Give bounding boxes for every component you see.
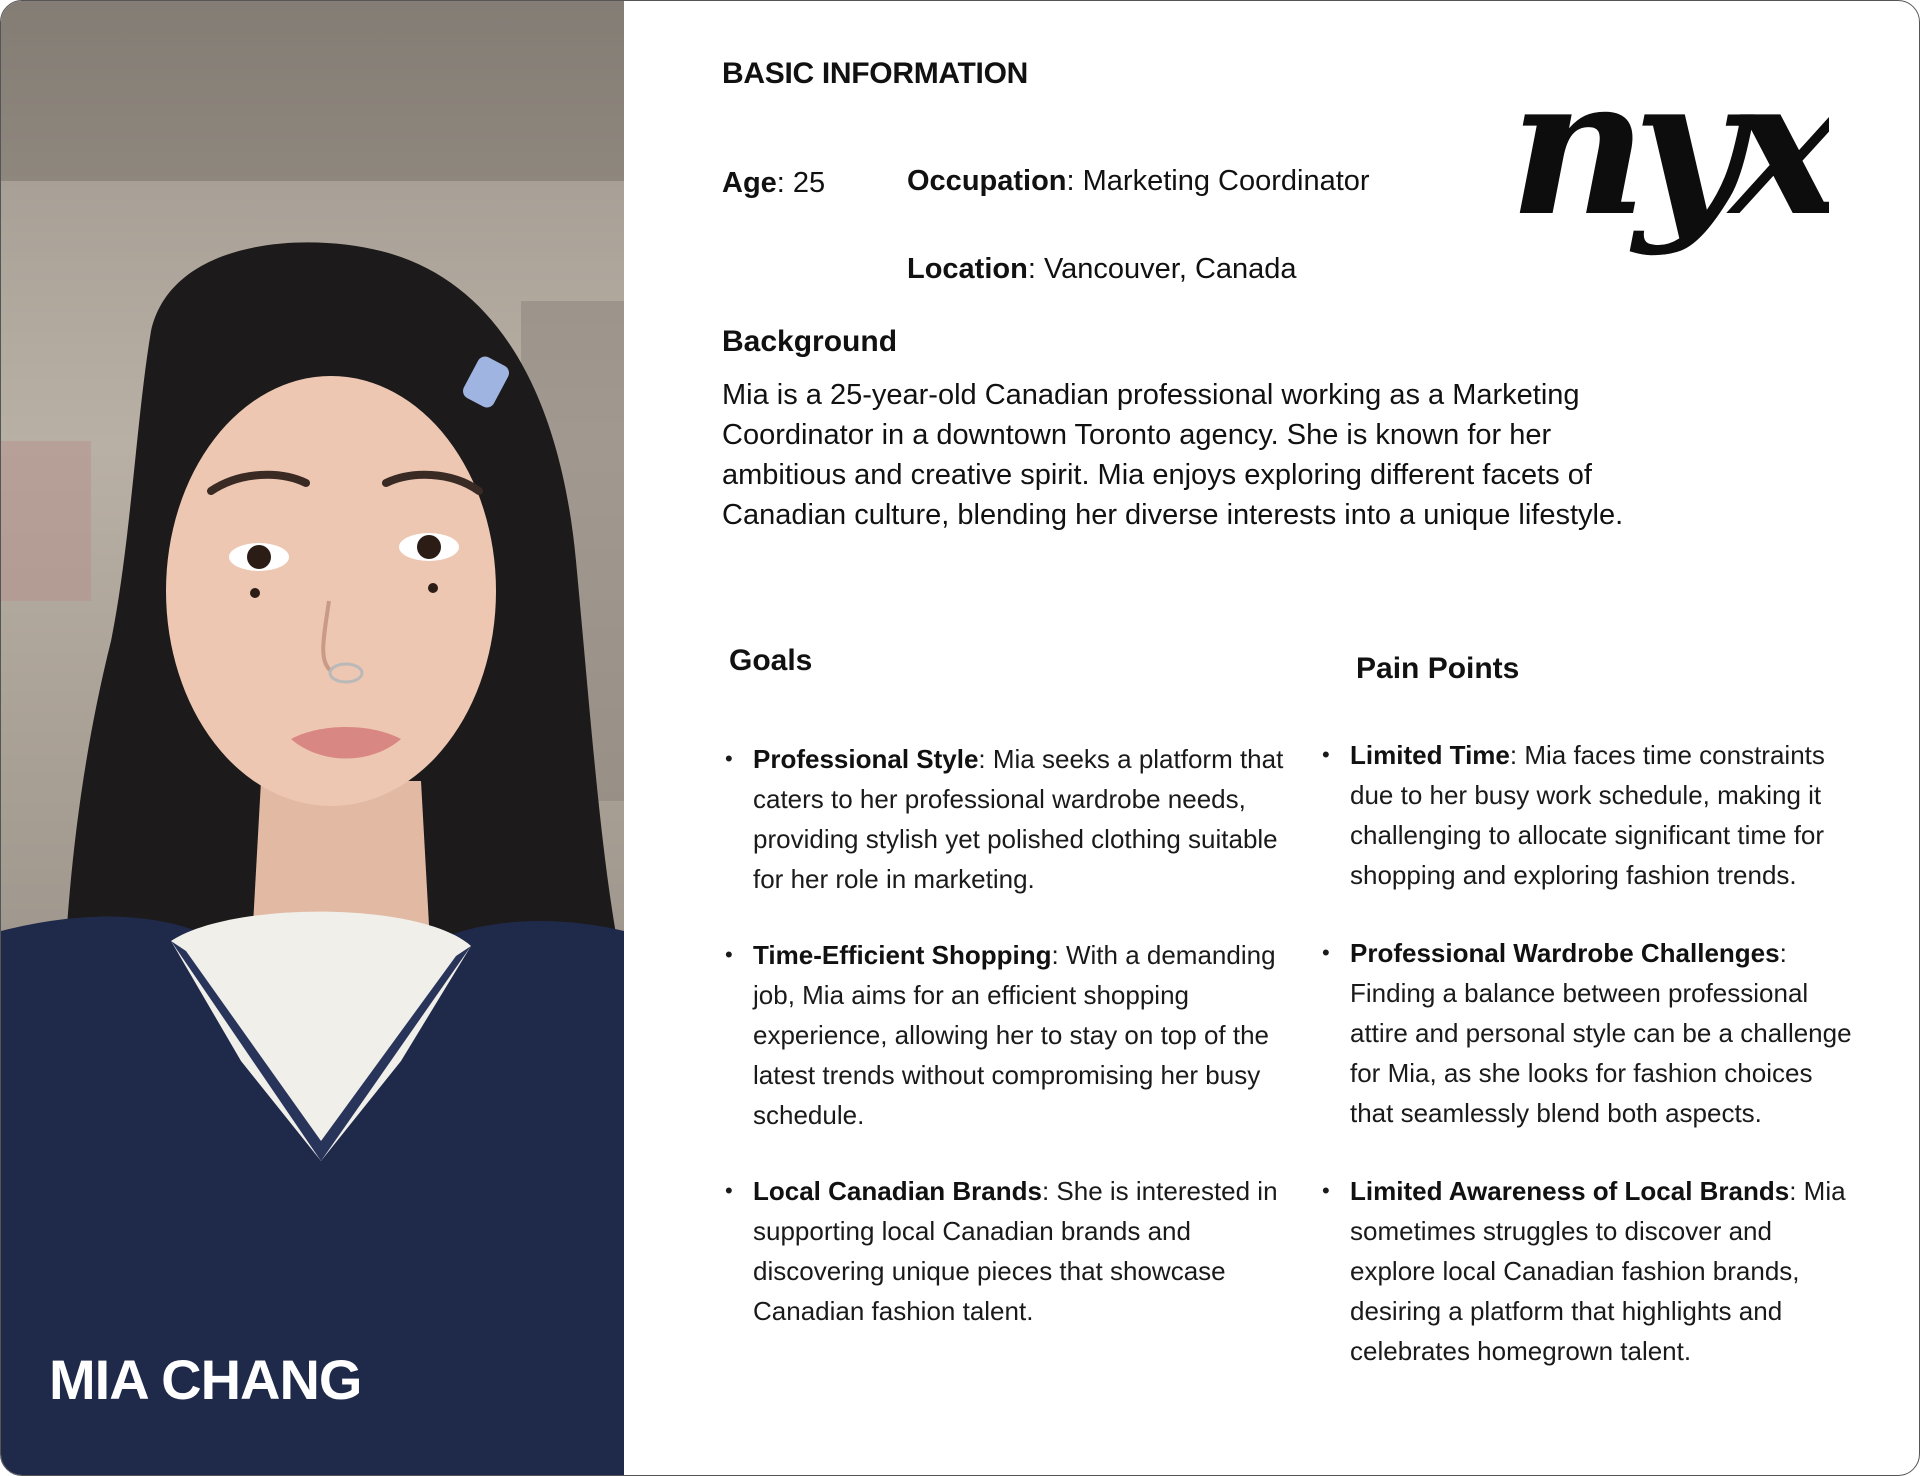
goal-title: Professional Style [753, 744, 979, 774]
pain-point-text: : Mia sometimes struggles to discover and explore local Canadian fashion brands, desiring a platform that highlights and celebrates homegrown talent. [1350, 1176, 1846, 1366]
persona-name: MIA CHANG [49, 1348, 362, 1411]
goal-item [723, 739, 1293, 899]
background-text: Mia is a 25-year-old Canadian professional working as a Marketing Coordinator in a downtown Toronto agency. She is known for her ambitious and creative spirit. Mia enjoys exploring different facets of Canadian culture, blending her diverse interests into a unique lifestyle. [722, 379, 1624, 531]
pain-point-text: : Mia faces time constraints due to her busy work schedule, making it challenging to allocate significant time for shopping and exploring fashion trends. [1350, 740, 1825, 890]
basic-information-heading: BASIC INFORMATION [722, 57, 1028, 90]
goal-title: Time-Efficient Shopping [753, 940, 1052, 970]
pain-point-text: : Finding a balance between professional attire and personal style can be a challenge for Mia, as she looks for fashion choices that seamlessly blend both aspects. [1350, 938, 1852, 1128]
goal-text: : Mia seeks a platform that caters to her professional wardrobe needs, providing stylish yet polished clothing suitable for her role in marketing. [753, 744, 1284, 894]
pain-points-heading: Pain Points [1356, 652, 1520, 685]
goal-item [723, 935, 1293, 1135]
goal-text: : With a demanding job, Mia aims for an efficient shopping experience, allowing her to stay on top of the latest trends without compromising her busy schedule. [753, 940, 1276, 1130]
pain-point-title: Limited Awareness of Local Brands [1350, 1176, 1790, 1206]
goal-title: Local Canadian Brands [753, 1176, 1042, 1206]
nyx-logo [1509, 63, 1829, 283]
pain-points-list [1320, 735, 1860, 1409]
portrait-illustration [1, 1, 624, 1476]
background-heading: Background [722, 325, 898, 358]
goal-item [723, 1171, 1293, 1331]
location-value: Vancouver, Canada [1043, 253, 1297, 285]
age-label: Age [722, 167, 777, 199]
pain-point-title: Limited Time [1350, 740, 1510, 770]
persona-photo [1, 1, 624, 1476]
location-field: Location: Vancouver, Canada [907, 253, 1297, 285]
goal-text: : She is interested in supporting local Canadian brands and discovering unique pieces that showcase Canadian fashion talent. [753, 1176, 1278, 1326]
goals-list [723, 739, 1293, 1367]
occupation-field: Occupation: Marketing Coordinator [907, 165, 1370, 197]
pain-point-item [1320, 933, 1860, 1133]
pain-point-item [1320, 1171, 1860, 1371]
age-value: 25 [792, 167, 826, 199]
goals-heading: Goals [729, 644, 813, 677]
pain-point-title: Professional Wardrobe Challenges [1350, 938, 1780, 968]
pain-point-item [1320, 735, 1860, 895]
occupation-value: Marketing Coordinator [1082, 165, 1370, 197]
svg-text:nyx: nyx [1509, 63, 1829, 258]
age-field: Age: 25 [722, 167, 826, 199]
occupation-label: Occupation [907, 165, 1067, 197]
location-label: Location [907, 253, 1028, 285]
